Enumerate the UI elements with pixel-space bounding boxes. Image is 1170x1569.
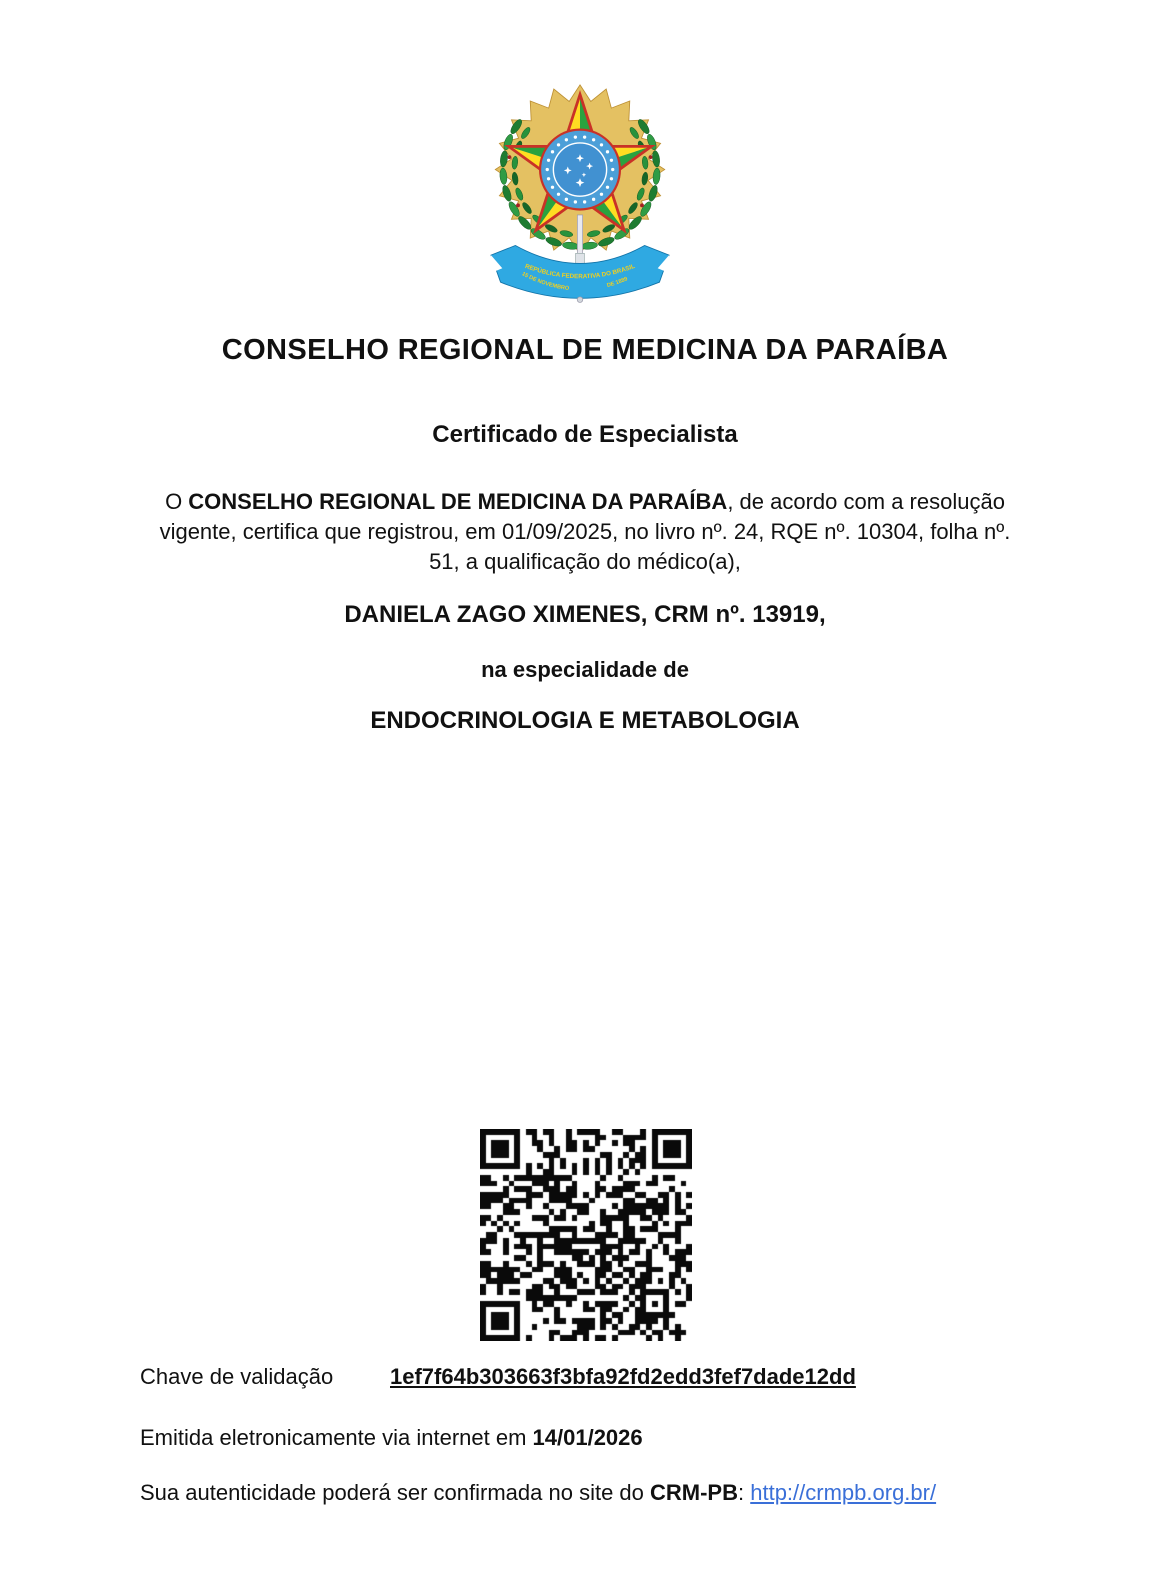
validation-row: [140, 1364, 1070, 1390]
ribbon-text-left: 15 DE NOVEMBRO: [520, 271, 570, 292]
certificate-intro: [145, 487, 1025, 577]
certificate-title: Certificado de Especialista: [432, 421, 738, 448]
ribbon-text-right: DE 1889: [606, 276, 629, 289]
authenticity-text: Sua autenticidade poderá ser confirmada no site do: [140, 1480, 650, 1505]
doctor-name-line: DANIELA ZAGO XIMENES, CRM nº. 13919,: [344, 601, 826, 628]
ribbon-text-line1: REPÚBLICA FEDERATIVA DO BRASIL: [523, 262, 637, 281]
brazil-coat-of-arms-icon: [470, 84, 690, 304]
intro-rest: , de acordo com a resolução vigente, certifica que registrou, em 01/09/2025, no livro nº. 24, RQE nº. 10304, folha nº. 51, a qualificação do médico(a),: [159, 489, 1011, 574]
council-name: CONSELHO REGIONAL DE MEDICINA DA PARAÍBA: [221, 334, 949, 366]
authenticity-line: [140, 1480, 936, 1506]
issuance-text: Emitida eletronicamente via internet em: [140, 1425, 533, 1450]
validation-key-label: Chave de validação: [140, 1364, 334, 1389]
intro-prefix: O: [165, 489, 189, 514]
issuance-line: [140, 1425, 643, 1451]
sword-pommel: [577, 297, 583, 303]
intro-council-bold: CONSELHO REGIONAL DE MEDICINA DA PARAÍBA: [188, 489, 728, 514]
celestial-globe: [539, 129, 621, 211]
crmpb-link[interactable]: http://crmpb.org.br/: [750, 1480, 937, 1505]
authenticity-org: CRM-PB: [650, 1480, 738, 1505]
specialty-intro: na especialidade de: [481, 657, 689, 682]
validation-key-value: 1ef7f64b303663f3bfa92fd2edd3fef7dade12dd: [390, 1364, 856, 1389]
authenticity-separator: :: [738, 1480, 751, 1505]
qr-code: [480, 1129, 692, 1341]
specialty-name: ENDOCRINOLOGIA E METABOLOGIA: [370, 707, 800, 734]
issuance-date: 14/01/2026: [532, 1425, 643, 1450]
